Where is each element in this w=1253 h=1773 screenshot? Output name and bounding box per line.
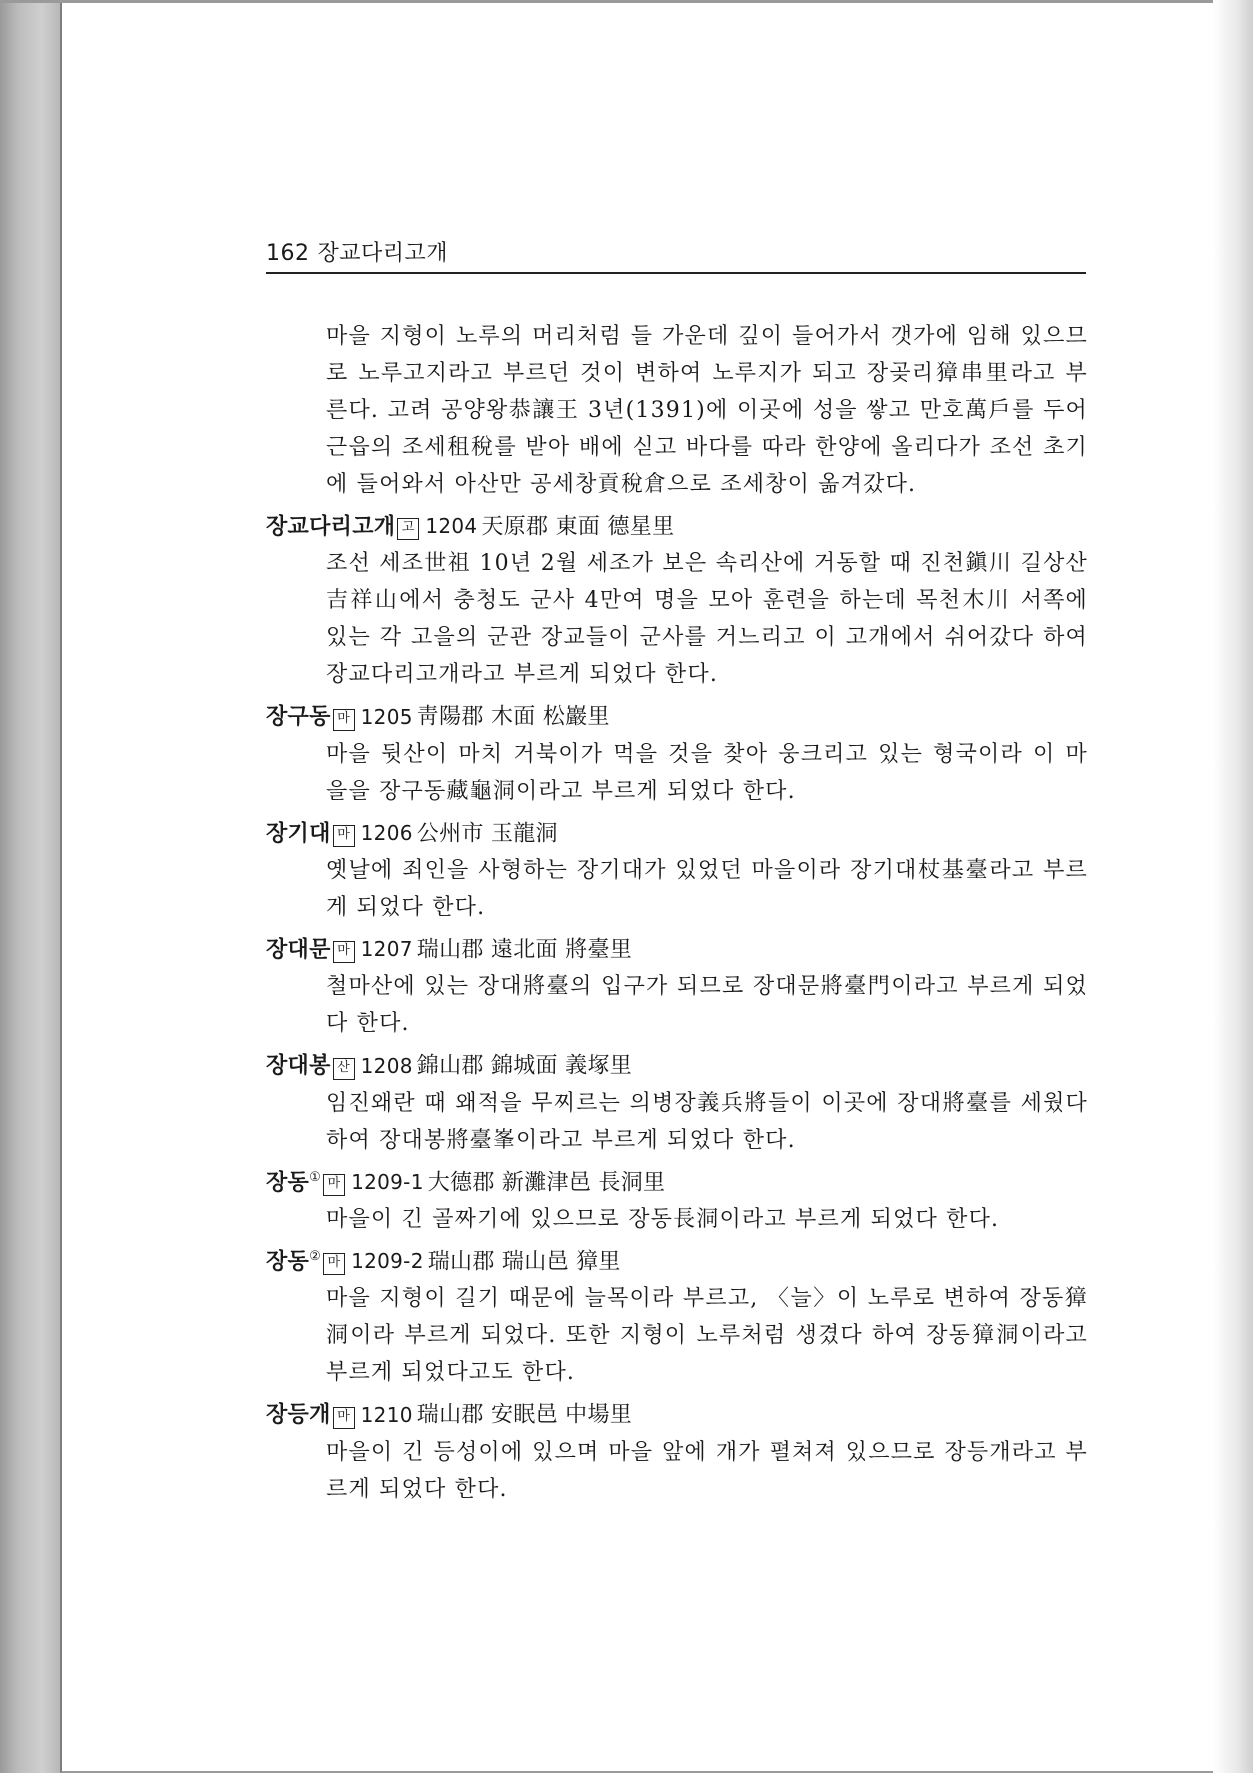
category-badge: 마 (323, 1253, 345, 1275)
category-badge: 마 (323, 1174, 345, 1196)
header-rule (266, 272, 1086, 274)
category-badge: 마 (333, 825, 355, 847)
entry-location: 瑞山郡 遠北面 將臺里 (416, 937, 633, 963)
entry (266, 1238, 1088, 1391)
book-spine-edge (0, 0, 60, 1773)
entry (266, 1159, 1088, 1238)
running-title: 장교다리고개 (317, 241, 449, 266)
entry-location: 瑞山郡 安眠邑 中場里 (416, 1402, 633, 1428)
entry-text: 마을이 긴 등성이에 있으며 마을 앞에 개가 펼쳐져 있으므로 장등개라고 부르게 되었다 한다. (326, 1439, 1088, 1502)
page-content (266, 318, 1088, 1508)
entry-heading (266, 810, 1088, 852)
entry-heading (266, 1238, 1088, 1280)
entry-location: 公州市 玉龍洞 (416, 820, 558, 846)
entry-name: 장대봉 (266, 1052, 331, 1079)
entry (266, 1042, 1088, 1158)
entry-text: 철마산에 있는 장대將臺의 입구가 되므로 장대문將臺門이라고 부르게 되었다 한다. (326, 974, 1088, 1037)
entry-code: 1206 (360, 820, 413, 845)
entry-sup: ② (309, 1248, 322, 1264)
page-number: 162 (266, 241, 310, 266)
entry-heading (266, 926, 1088, 968)
entry-name: 장동 (266, 1248, 310, 1275)
category-badge: 산 (333, 1058, 355, 1080)
entry-code: 1209-2 (351, 1249, 424, 1274)
entry-code: 1205 (360, 704, 413, 729)
entry-text: 조선 세조世祖 10년 2월 세조가 보은 속리산에 거동할 때 진천鎭川 길상산吉祥山에서 충청도 군사 4만여 명을 모아 훈련을 하는데 목천木川 서쪽에 있는 각 고을의 군관 장교들이 군사를 거느리고 이 고개에서 쉬어갔다 하여 장교다리고개라고 부르게 되었다 한다. (326, 551, 1088, 688)
entry-text: 옛날에 죄인을 사형하는 장기대가 있었던 마을이라 장기대杖基臺라고 부르게 되었다 한다. (326, 857, 1088, 920)
entry-name: 장대문 (266, 936, 331, 963)
entry-text: 마을 뒷산이 마치 거북이가 먹을 것을 찾아 웅크리고 있는 형국이라 이 마을을 장구동藏龜洞이라고 부르게 되었다 한다. (326, 741, 1088, 804)
entry-sup: ① (309, 1169, 322, 1185)
entry-name: 장교다리고개 (266, 513, 396, 540)
opening-paragraph: 마을 지형이 노루의 머리처럼 들 가운데 깊이 들어가서 갯가에 임해 있으므로 노루고지라고 부르던 것이 변하여 노루지가 되고 장곶리獐串里라고 부른다. 고려 공양왕恭讓王 3년(1391)에 이곳에 성을 쌓고 만호萬戶를 두어 근읍의 조세租稅를 받아 배에 싣고 바다를 따라 한양에 올리다가 조선 초기에 들어와서 아산만 공세창貢稅倉으로 조세창이 옮겨갔다. (326, 324, 1088, 497)
entry-code: 1210 (360, 1402, 413, 1427)
entry-name: 장기대 (266, 819, 331, 846)
entry-heading (266, 693, 1088, 735)
running-header (266, 236, 456, 267)
entry (266, 1391, 1088, 1507)
entry-location: 大德郡 新灘津邑 長洞里 (427, 1169, 666, 1195)
category-badge: 마 (333, 941, 355, 963)
entry (266, 503, 1088, 693)
entry-location: 靑陽郡 木面 松巖里 (416, 704, 610, 730)
entry-text: 마을이 긴 골짜기에 있으므로 장동長洞이라고 부르게 되었다 한다. (326, 1206, 1000, 1232)
entry-code: 1209-1 (351, 1169, 424, 1194)
category-badge: 마 (333, 1407, 355, 1429)
entry-name: 장동 (266, 1168, 310, 1195)
entry-heading (266, 503, 1088, 545)
entry-text: 마을 지형이 길기 때문에 늘목이라 부르고, 〈늘〉이 노루로 변하여 장동獐洞이라 부르게 되었다. 또한 지형이 노루처럼 생겼다 하여 장동獐洞이라고 부르게 되었다고도 한다. (326, 1286, 1088, 1386)
category-badge: 마 (333, 709, 355, 731)
entry-name: 장구동 (266, 703, 331, 730)
category-badge: 고 (397, 518, 419, 540)
entry (266, 810, 1088, 926)
entry-heading (266, 1391, 1088, 1433)
entry-code: 1204 (425, 514, 478, 539)
entry-location: 瑞山郡 瑞山邑 獐里 (427, 1249, 621, 1275)
entry-code: 1208 (360, 1053, 413, 1078)
entry (266, 693, 1088, 809)
entry-heading (266, 1042, 1088, 1084)
entry (266, 926, 1088, 1042)
entry-code: 1207 (360, 937, 413, 962)
entry-heading (266, 1159, 1088, 1201)
entry-text: 임진왜란 때 왜적을 무찌르는 의병장義兵將들이 이곳에 장대將臺를 세웠다 하여 장대봉將臺峯이라고 부르게 되었다 한다. (326, 1090, 1088, 1153)
entry-location: 天原郡 東面 德星里 (481, 514, 675, 540)
entry-name: 장등개 (266, 1401, 331, 1428)
entry-location: 錦山郡 錦城面 義塚里 (416, 1053, 633, 1079)
page-right-shadow (1213, 0, 1253, 1773)
